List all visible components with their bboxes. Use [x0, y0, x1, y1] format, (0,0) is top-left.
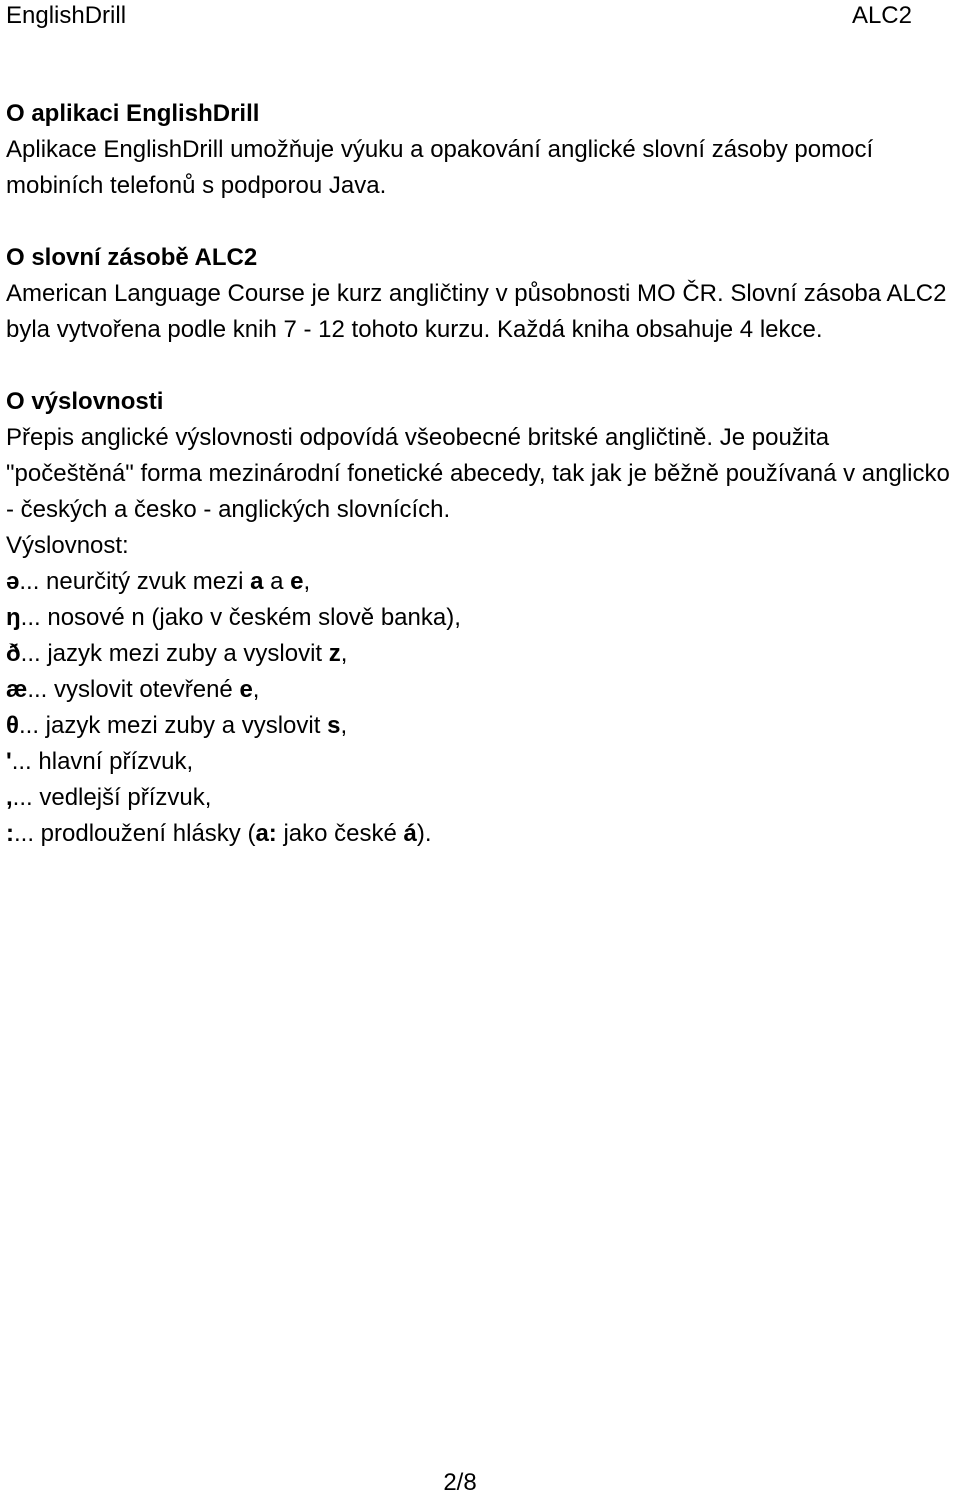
- pronunciation-label: Výslovnost:: [6, 532, 129, 559]
- phonetic-symbol: ð: [6, 640, 21, 667]
- header-course: ALC2: [851, 2, 912, 29]
- phonetic-symbol: ,: [6, 784, 13, 811]
- section-text: Aplikace EnglishDrill umožňuje výuku a opakování anglické slovní zásoby pomocí mobiních telefonů s podporou Java.: [6, 136, 874, 199]
- section-about-pronunciation: [6, 384, 954, 852]
- list-item: θ... jazyk mezi zuby a vyslovit s,: [6, 712, 348, 739]
- phonetic-symbol: æ: [6, 676, 28, 703]
- page-header: [0, 0, 960, 36]
- phonetic-symbol: θ: [6, 712, 19, 739]
- section-text: Přepis anglické výslovnosti odpovídá všeobecné britské angličtině. Je použita "počeštěná" forma mezinárodní fonetické abecedy, tak jak je běžně používaná v anglicko - českých a česko - anglických slovnících.: [6, 424, 950, 523]
- list-item: ŋ... nosové n (jako v českém slově banka),: [6, 604, 461, 631]
- phonetic-symbol: ə: [6, 568, 20, 595]
- section-about-vocabulary: [6, 240, 954, 348]
- header-app-name: EnglishDrill: [6, 2, 127, 29]
- section-title: O slovní zásobě ALC2: [6, 244, 258, 271]
- pronunciation-list: [6, 564, 954, 852]
- list-item: ,... vedlejší přízvuk,: [6, 784, 212, 811]
- section-text: American Language Course je kurz angličtiny v působnosti MO ČR. Slovní zásoba ALC2 byla vytvořena podle knih 7 - 12 tohoto kurzu. Každá kniha obsahuje 4 lekce.: [6, 280, 947, 343]
- list-item: ə... neurčitý zvuk mezi a a e,: [6, 568, 311, 595]
- list-item: ð... jazyk mezi zuby a vyslovit z,: [6, 640, 348, 667]
- section-about-app: [6, 96, 954, 204]
- phonetic-symbol: ŋ: [6, 604, 21, 631]
- phonetic-symbol: :: [6, 820, 14, 847]
- document-body: [6, 96, 954, 888]
- section-title: O aplikaci EnglishDrill: [6, 100, 260, 127]
- list-item: '... hlavní přízvuk,: [6, 748, 194, 775]
- section-title: O výslovnosti: [6, 388, 164, 415]
- phonetic-symbol: ': [6, 748, 12, 775]
- page-number: 2/8: [443, 1469, 477, 1496]
- list-item: æ... vyslovit otevřené e,: [6, 676, 260, 703]
- list-item: :... prodloužení hlásky (a: jako české á).: [6, 820, 432, 847]
